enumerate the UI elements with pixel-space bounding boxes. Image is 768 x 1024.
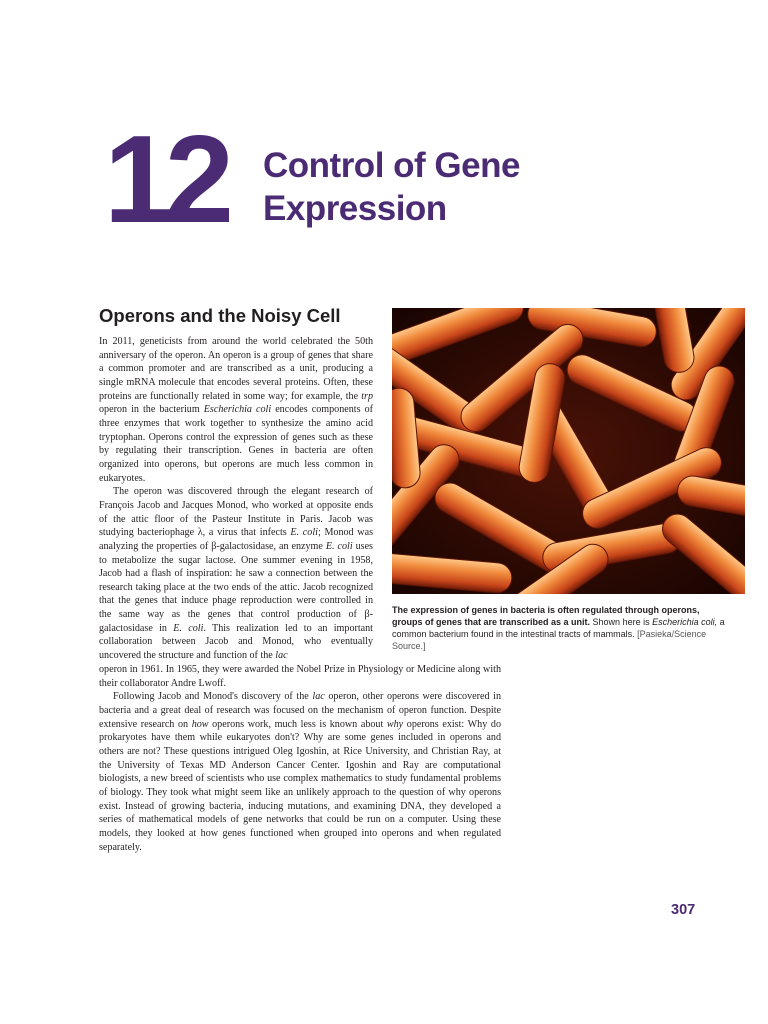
chapter-number: 12 xyxy=(104,111,226,249)
section-heading: Operons and the Noisy Cell xyxy=(99,305,341,326)
paragraph-2-start: The operon was discovered through the elegant research of François Jacob and Jacques Monod, who worked at opposite ends of the attic floor of the Pasteur Institute in Paris. Jacob was studying bacteriophage λ, a virus that infects E. coli; Monod was analyzing the properties of β-galactosidase, an enzyme E. coli uses to metabolize the sugar lactose. One summer evening in 1958, Jacob had a flash of inspiration: he saw a connection between the research taking place at the two ends of the attic. Jacob recognized that the genes that induce phage reproduction were controlled in the same way as the genes that control production of β-galactosidase in E. coli. This realization led to an important collaboration between Jacob and Monod, who eventually uncovered the structure and function of the lac xyxy=(99,486,373,662)
body-column-narrow xyxy=(99,335,373,663)
bacteria-micrograph xyxy=(392,308,745,594)
chapter-title xyxy=(263,144,683,230)
bacteria-micrograph-icon xyxy=(392,308,745,594)
paragraph-2-end: operon in 1961. In 1965, they were awarded the Nobel Prize in Physiology or Medicine along with their collaborator Andre Lwoff. xyxy=(99,664,501,689)
chapter-title-line2: Expression xyxy=(263,189,447,228)
paragraph-1: In 2011, geneticists from around the world celebrated the 50th anniversary of the operon. An operon is a group of genes that share a common promoter and are transcribed as a unit, producing a single mRNA molecule that encodes several proteins. Often, these proteins are functionally related in some way; for example, the trp operon in the bacterium Escherichia coli encodes components of three enzymes that work together to synthesize the amino acid tryptophan. Operons control the expression of genes such as these by regulating their transcription. Genes in bacteria are often organized into operons, but operons are much less common in eukaryotes. xyxy=(99,336,373,484)
paragraph-3: Following Jacob and Monod's discovery of the lac operon, other operons were discovered in bacteria and a great deal of research was focused on the mechanism of operon function. Despite extensive research on how operons work, much less is known about why operons exist: Why do prokaryotes have them while eukaryotes don't? Why are some genes included in operons and others are not? These questions intrigued Oleg Igoshin, at Rice University, and Christian Ray, at the University of Texas MD Anderson Cancer Center. Igoshin and Ray are computational biologists, a new breed of scientists who use complex mathematics to study fundamental problems of biology. They took what might seem like an unlikely approach to the question of why operons exist. Instead of growing bacteria, inducing mutations, and examining DNA, they developed a series of mathematical models of gene networks that could be run on a computer. Using these models, they looked at how genes functioned when grouped into operons and when regulated separately. xyxy=(99,691,501,853)
body-column-wide xyxy=(99,663,501,854)
chapter-title-line1: Control of Gene xyxy=(263,146,520,185)
figure-caption: The expression of genes in bacteria is often regulated through operons, groups of genes that are transcribed as a unit. Shown here is Escherichia coli, a common bacterium found in the intestinal tracts of mammals. [Pasieka/Science Source.] xyxy=(392,605,725,651)
page-number: 307 xyxy=(671,902,696,918)
